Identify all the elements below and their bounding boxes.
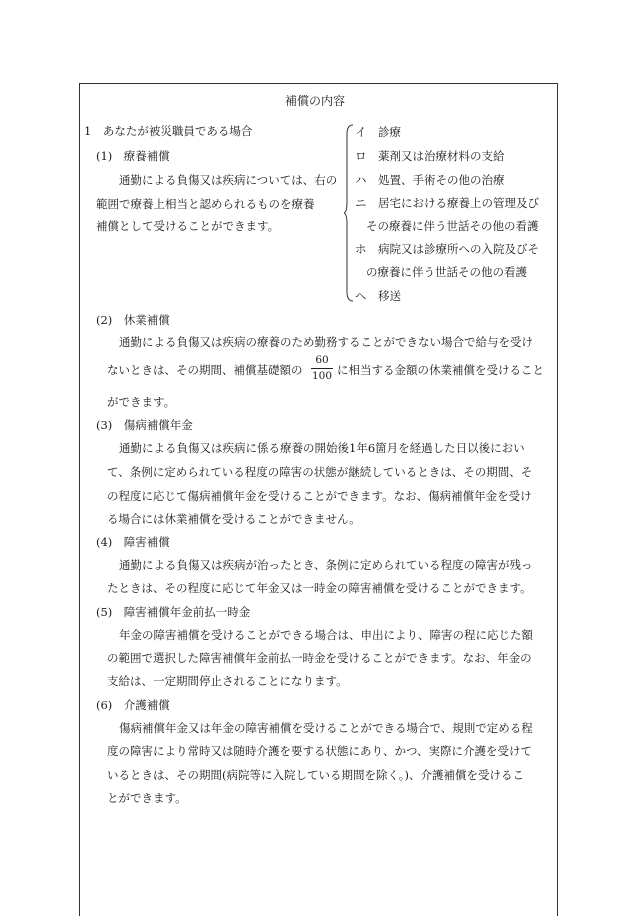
list-item: ニ 居宅における療養上の管理及び xyxy=(355,196,539,210)
item3-title: (3) 傷病補償年金 xyxy=(96,418,193,432)
item1-line: 補償として受けることができます。 xyxy=(96,219,280,233)
item6-line: いるときは、その期間(病院等に入院している期間を除く。)、介護補償を受けるこ xyxy=(107,768,524,782)
item4-title: (4) 障害補償 xyxy=(96,535,170,549)
item6-line: 度の障害により常時又は随時介護を要する状態にあり、かつ、実際に介護を受けて xyxy=(107,744,533,758)
list-item: ヘ 移送 xyxy=(355,289,401,303)
list-item: ホ 病院又は診療所への入院及びそ xyxy=(355,242,539,256)
item2-line: ないときは、その期間、補償基礎額の xyxy=(107,363,303,377)
item2-title: (2) 休業補償 xyxy=(96,313,170,327)
item3-line: の程度に応じて傷病補償年金を受けることができます。なお、傷病補償年金を受け xyxy=(107,489,532,503)
brace-bracket xyxy=(344,124,354,302)
fraction-denominator: 100 xyxy=(311,370,333,382)
list-item: の療養に伴う世話その他の看護 xyxy=(366,265,527,279)
item6-line: とができます。 xyxy=(107,791,187,805)
fraction xyxy=(311,354,333,383)
item1-title: (1) 療養補償 xyxy=(96,149,170,163)
item6-line: 傷病補償年金又は年金の障害補償を受けることができる場合で、規則で定める程 xyxy=(119,721,533,735)
page-title: 補償の内容 xyxy=(284,94,345,108)
section-heading: 1 あなたが被災職員である場合 xyxy=(84,124,253,138)
item5-line: 支給は、一定期間停止されることになります。 xyxy=(107,674,348,688)
item1-line: 範囲で療養上相当と認められるものを療養 xyxy=(96,197,315,211)
item6-title: (6) 介護補償 xyxy=(96,698,170,712)
list-item: その療養に伴う世話その他の看護 xyxy=(366,219,539,233)
item3-line: る場合には休業補償を受けることができません。 xyxy=(107,512,361,526)
item1-line: 通勤による負傷又は疾病については、右の xyxy=(119,173,338,187)
item2-line: ができます。 xyxy=(107,395,176,409)
list-item: ロ 薬剤又は治療材料の支給 xyxy=(355,149,505,163)
item4-line: たときは、その程度に応じて年金又は一時金の障害補償を受けることができます。 xyxy=(107,581,532,595)
fraction-bar xyxy=(311,368,333,369)
item3-line: て、条例に定められている程度の障害の状態が継続しているときは、その期間、そ xyxy=(107,465,533,479)
fraction-numerator: 60 xyxy=(315,354,329,366)
item2-line: 通勤による負傷又は疾病の療養のため勤務することができない場合で給与を受け xyxy=(119,335,533,349)
list-item: ハ 処置、手術その他の治療 xyxy=(355,173,505,187)
item5-line: 年金の障害補償を受けることができる場合は、申出により、障害の程に応じた額 xyxy=(119,628,533,642)
item4-line: 通勤による負傷又は疾病が治ったとき、条例に定められている程度の障害が残っ xyxy=(119,558,533,572)
item5-title: (5) 障害補償年金前払一時金 xyxy=(96,605,251,619)
list-item: イ 診療 xyxy=(355,125,401,139)
item5-line: の範囲で選択した障害補償年金前払一時金を受けることができます。なお、年金の xyxy=(107,651,532,665)
item3-line: 通勤による負傷又は疾病に係る療養の開始後1年6箇月を経過した日以後におい xyxy=(119,441,525,455)
item2-line: に相当する金額の休業補償を受けること xyxy=(337,363,544,377)
